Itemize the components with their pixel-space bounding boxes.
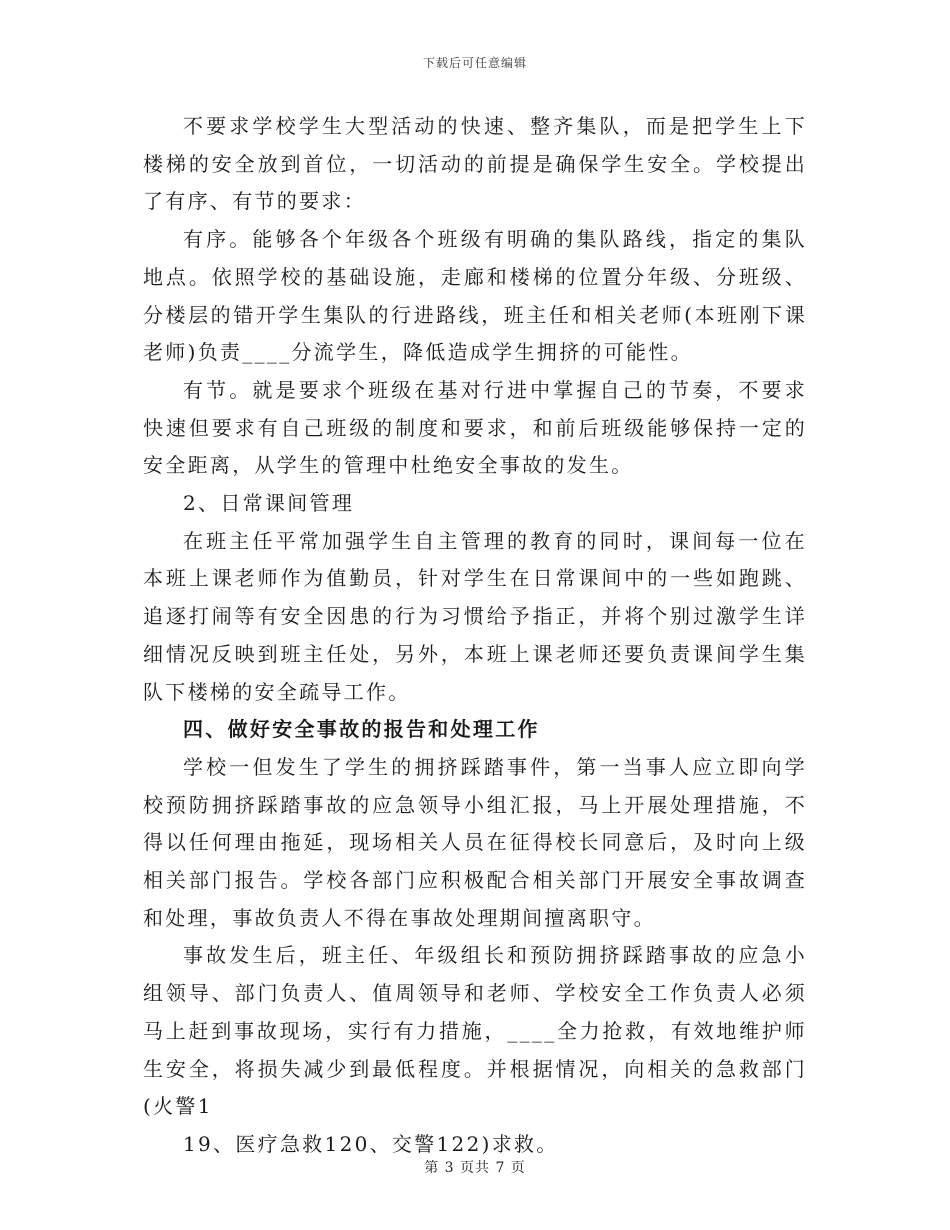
body-paragraph: 学校一但发生了学生的拥挤踩踏事件，第一当事人应立即向学校预防拥挤踩踏事故的应急领导小组汇报，马上开展处理措施，不得以任何理由拖延，现场相关人员在征得校长同意后，及时向上级相关部门报告。学校各部门应积极配合相关部门开展安全事故调查和处理，事故负责人不得在事故处理期间擅离职守。 xyxy=(143,754,807,930)
body-paragraph: 有序。能够各个年级各个班级有明确的集队路线，指定的集队地点。依照学校的基础设施，走廊和楼梯的位置分年级、分班级、分楼层的错开学生集队的行进路线，班主任和相关老师(本班刚下课老师)负责____分流学生，降低造成学生拥挤的可能性。 xyxy=(143,227,807,365)
page-header: 下载后可任意编辑 xyxy=(422,56,527,70)
section-heading: 四、做好安全事故的报告和处理工作 xyxy=(183,717,540,742)
body-paragraph: 不要求学校学生大型活动的快速、整齐集队，而是把学生上下楼梯的安全放到首位，一切活动的前提是确保学生安全。学校提出了有序、有节的要求： xyxy=(143,114,807,214)
body-paragraph: 有节。就是要求个班级在基对行进中掌握自己的节奏，不要求快速但要求有自己班级的制度和要求，和前后班级能够保持一定的安全距离，从学生的管理中杜绝安全事故的发生。 xyxy=(143,377,807,478)
body-paragraph: 事故发生后，班主任、年级组长和预防拥挤踩踏事故的应急小组领导、部门负责人、值周领导和老师、学校安全工作负责人必须马上赶到事故现场，实行有力措施，____全力抢救，有效地维护师生安全，将损失减少到最低程度。并根据情况，向相关的急救部门(火警1 xyxy=(143,943,807,1119)
section-subheading: 2、日常课间管理 xyxy=(183,491,355,516)
body-paragraph: 19、医疗急救120、交警122)求救。 xyxy=(183,1131,559,1156)
document-body xyxy=(143,108,807,1164)
body-paragraph: 在班主任平常加强学生自主管理的教育的同时，课间每一位在本班上课老师作为值勤员，针对学生在日常课间中的一些如跑跳、追逐打闹等有安全因患的行为习惯给予指正，并将个别过激学生详细情况反映到班主任处，另外，本班上课老师还要负责课间学生集队下楼梯的安全疏导工作。 xyxy=(143,528,807,704)
page-footer: 第 3 页共 7 页 xyxy=(424,1160,526,1176)
